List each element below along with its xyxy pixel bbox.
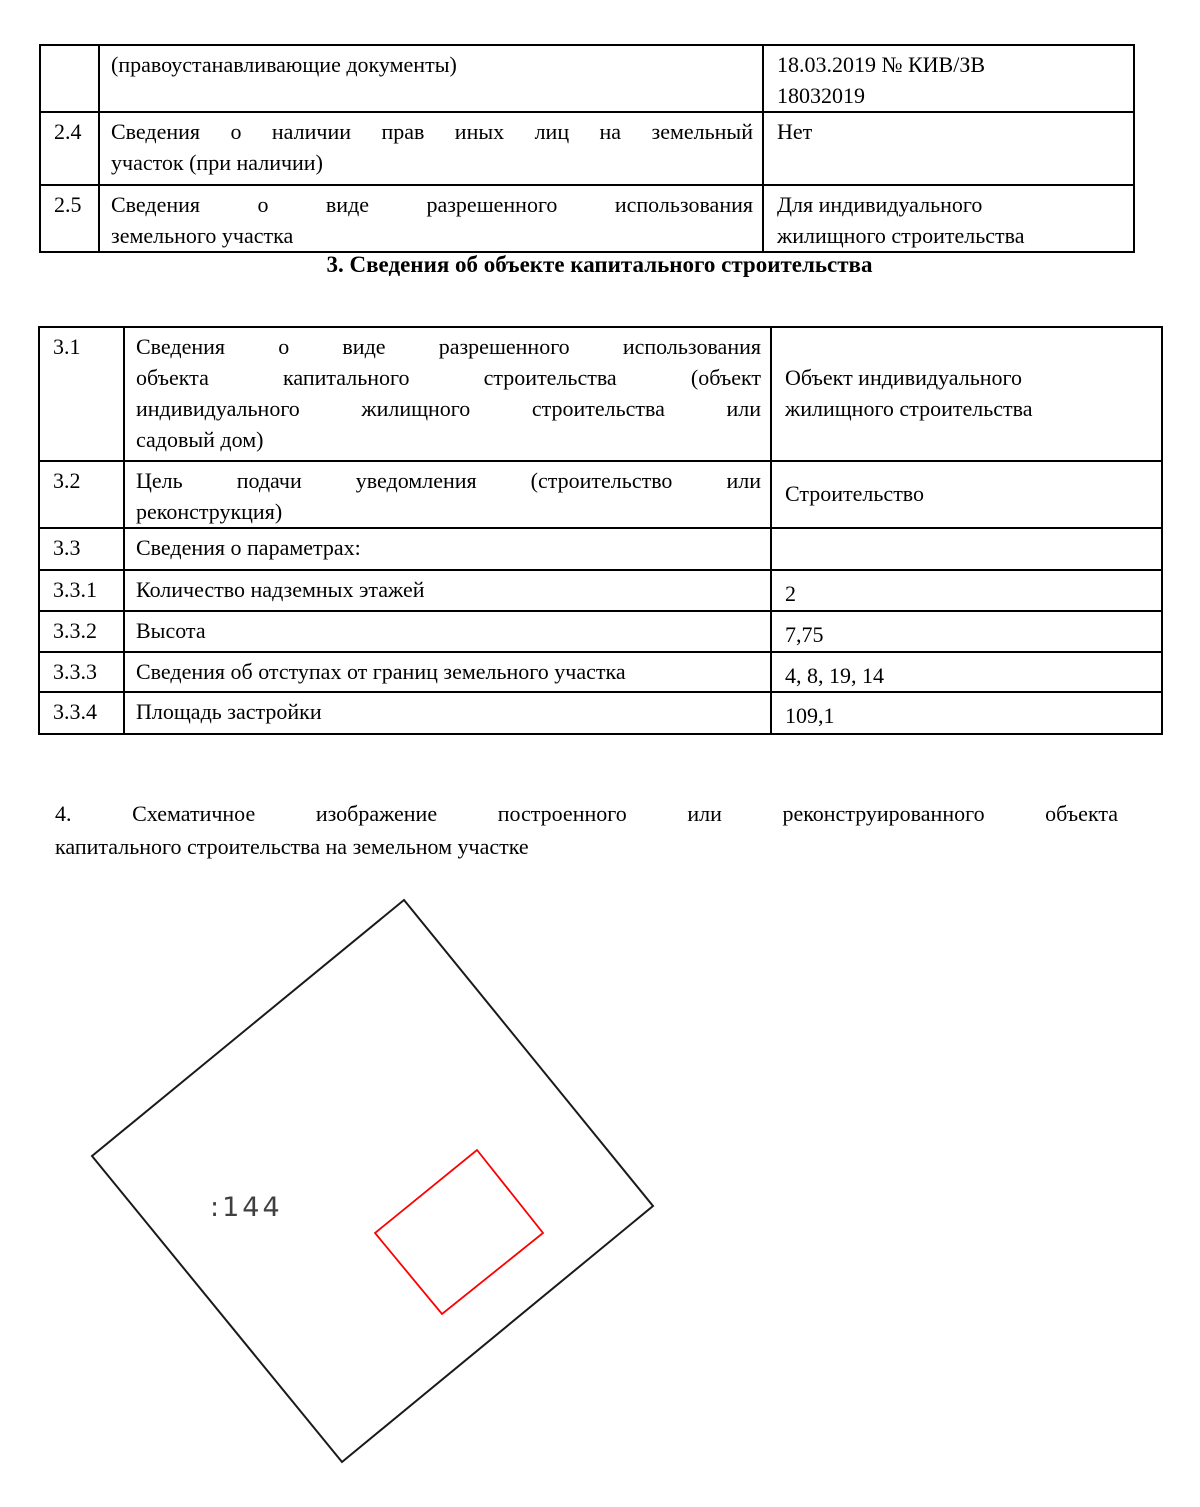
row-label-cell: Сведения о виде разрешенного использования земельного участка [99,185,763,252]
row-number-cell: 3.1 [39,327,124,461]
section4-paragraph: 4. Схематичное изображение построенного или реконструированного объекта капитального строительства на земельном участке [55,801,1118,859]
row-label-cell: Количество надземных этажей [124,570,771,611]
row-value-cell: Нет [763,112,1134,185]
row-number-cell: 2.5 [40,185,99,252]
row-label-cell: Сведения о наличии прав иных лиц на земельный участок (при наличии) [99,112,763,185]
row-number-cell: 3.3 [39,528,124,570]
row-value-cell: 2 [771,570,1162,611]
row-number-cell: 3.3.4 [39,692,124,734]
parcel-label: :144 [210,1192,283,1223]
row-number-cell: 2.4 [40,112,99,185]
row-value-cell: 18.03.2019 № КИВ/ЗВ 18032019 [763,45,1134,112]
row-label-cell: Площадь застройки [124,692,771,734]
row-label-cell: Высота [124,611,771,652]
row-label-cell: Сведения о виде разрешенного использования объекта капитального строительства (объект индивидуального жилищного строительства или садовый дом) [124,327,771,461]
row-value-cell: Строительство [771,461,1162,528]
row-value-cell: 4, 8, 19, 14 [771,652,1162,692]
row-label-cell: Сведения о параметрах: [124,528,771,570]
row-value-cell: Для индивидуального жилищного строительства [763,185,1134,252]
row-value-cell: Объект индивидуального жилищного строительства [771,327,1162,461]
section3-heading: 3. Сведения об объекте капитального строительства [326,252,873,277]
row-label-cell: Цель подачи уведомления (строительство или реконструкция) [124,461,771,528]
row-number-cell: 3.3.3 [39,652,124,692]
row-value-cell: 109,1 [771,692,1162,734]
row-number-cell: 3.2 [39,461,124,528]
parcel-outline [92,900,653,1462]
building-outline [375,1150,543,1314]
row-number-cell: 3.3.2 [39,611,124,652]
row-label-cell: Сведения об отступах от границ земельного участка [124,652,771,692]
row-label-cell: (правоустанавливающие документы) [99,45,763,112]
row-number-cell: 3.3.1 [39,570,124,611]
row-value-cell: 7,75 [771,611,1162,652]
